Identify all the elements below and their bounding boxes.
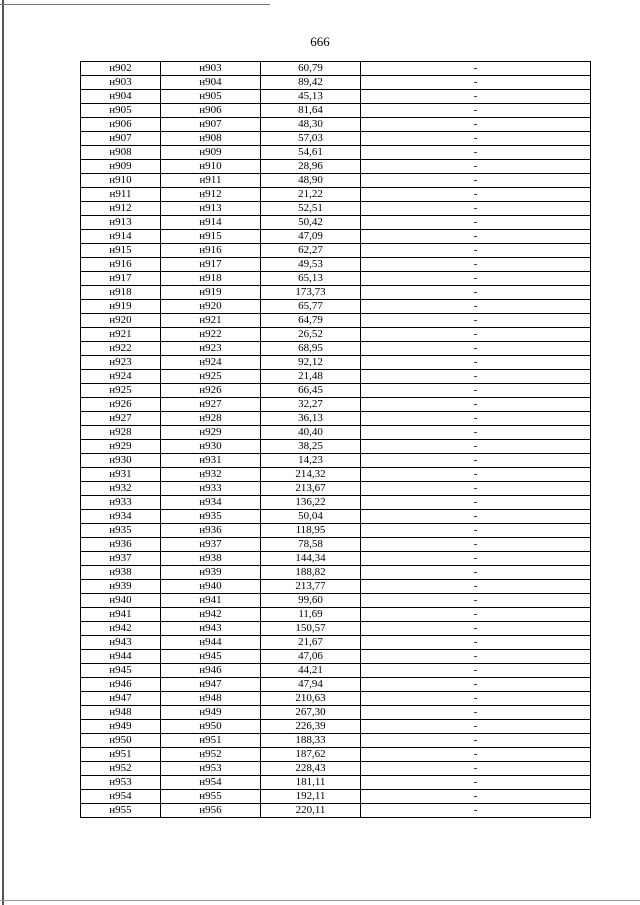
note-cell: - — [361, 692, 591, 706]
to-point-cell: н943 — [161, 622, 261, 636]
to-point-cell: н908 — [161, 132, 261, 146]
note-cell: - — [361, 804, 591, 818]
length-cell: 60,79 — [261, 62, 361, 76]
table-row — [81, 636, 591, 650]
to-point-cell: н904 — [161, 76, 261, 90]
to-point-cell: н952 — [161, 748, 261, 762]
note-cell: - — [361, 356, 591, 370]
from-point-cell: н935 — [81, 524, 161, 538]
from-point-cell: н907 — [81, 132, 161, 146]
to-point-cell: н920 — [161, 300, 261, 314]
table-row — [81, 118, 591, 132]
note-cell: - — [361, 272, 591, 286]
note-cell: - — [361, 300, 591, 314]
from-point-cell: н942 — [81, 622, 161, 636]
table-row — [81, 76, 591, 90]
to-point-cell: н940 — [161, 580, 261, 594]
table-row — [81, 286, 591, 300]
to-point-cell: н918 — [161, 272, 261, 286]
note-cell: - — [361, 510, 591, 524]
length-cell: 50,42 — [261, 216, 361, 230]
length-cell: 28,96 — [261, 160, 361, 174]
to-point-cell: н946 — [161, 664, 261, 678]
length-cell: 173,73 — [261, 286, 361, 300]
length-cell: 14,23 — [261, 454, 361, 468]
table-row — [81, 482, 591, 496]
table-row — [81, 188, 591, 202]
length-cell: 136,22 — [261, 496, 361, 510]
to-point-cell: н903 — [161, 62, 261, 76]
to-point-cell: н938 — [161, 552, 261, 566]
note-cell: - — [361, 678, 591, 692]
from-point-cell: н943 — [81, 636, 161, 650]
from-point-cell: н918 — [81, 286, 161, 300]
from-point-cell: н944 — [81, 650, 161, 664]
from-point-cell: н923 — [81, 356, 161, 370]
to-point-cell: н941 — [161, 594, 261, 608]
table-row — [81, 622, 591, 636]
to-point-cell: н913 — [161, 202, 261, 216]
table-row — [81, 804, 591, 818]
table-row — [81, 650, 591, 664]
from-point-cell: н919 — [81, 300, 161, 314]
from-point-cell: н924 — [81, 370, 161, 384]
note-cell: - — [361, 524, 591, 538]
to-point-cell: н923 — [161, 342, 261, 356]
table-row — [81, 678, 591, 692]
length-cell: 181,11 — [261, 776, 361, 790]
note-cell: - — [361, 622, 591, 636]
note-cell: - — [361, 496, 591, 510]
to-point-cell: н939 — [161, 566, 261, 580]
to-point-cell: н956 — [161, 804, 261, 818]
page-number: 666 — [310, 34, 330, 49]
from-point-cell: н926 — [81, 398, 161, 412]
table-row — [81, 608, 591, 622]
table-row — [81, 664, 591, 678]
table-row — [81, 62, 591, 76]
to-point-cell: н932 — [161, 468, 261, 482]
length-cell: 188,82 — [261, 566, 361, 580]
note-cell: - — [361, 412, 591, 426]
page-edge-line — [2, 0, 4, 905]
length-cell: 47,94 — [261, 678, 361, 692]
from-point-cell: н947 — [81, 692, 161, 706]
table-row — [81, 468, 591, 482]
note-cell: - — [361, 454, 591, 468]
from-point-cell: н950 — [81, 734, 161, 748]
length-cell: 26,52 — [261, 328, 361, 342]
table-row — [81, 328, 591, 342]
table-body — [81, 62, 591, 818]
from-point-cell: н932 — [81, 482, 161, 496]
table-row — [81, 748, 591, 762]
to-point-cell: н947 — [161, 678, 261, 692]
table-row — [81, 202, 591, 216]
length-cell: 226,39 — [261, 720, 361, 734]
to-point-cell: н945 — [161, 650, 261, 664]
from-point-cell: н937 — [81, 552, 161, 566]
to-point-cell: н953 — [161, 762, 261, 776]
to-point-cell: н907 — [161, 118, 261, 132]
to-point-cell: н931 — [161, 454, 261, 468]
length-cell: 64,79 — [261, 314, 361, 328]
note-cell: - — [361, 440, 591, 454]
from-point-cell: н946 — [81, 678, 161, 692]
length-cell: 21,22 — [261, 188, 361, 202]
note-cell: - — [361, 174, 591, 188]
to-point-cell: н937 — [161, 538, 261, 552]
to-point-cell: н950 — [161, 720, 261, 734]
from-point-cell: н951 — [81, 748, 161, 762]
from-point-cell: н913 — [81, 216, 161, 230]
length-cell: 66,45 — [261, 384, 361, 398]
from-point-cell: н934 — [81, 510, 161, 524]
length-cell: 21,48 — [261, 370, 361, 384]
table-row — [81, 216, 591, 230]
from-point-cell: н908 — [81, 146, 161, 160]
from-point-cell: н921 — [81, 328, 161, 342]
from-point-cell: н933 — [81, 496, 161, 510]
length-cell: 50,04 — [261, 510, 361, 524]
note-cell: - — [361, 776, 591, 790]
note-cell: - — [361, 706, 591, 720]
length-cell: 187,62 — [261, 748, 361, 762]
from-point-cell: н922 — [81, 342, 161, 356]
from-point-cell: н948 — [81, 706, 161, 720]
from-point-cell: н905 — [81, 104, 161, 118]
to-point-cell: н928 — [161, 412, 261, 426]
from-point-cell: н909 — [81, 160, 161, 174]
length-cell: 40,40 — [261, 426, 361, 440]
length-cell: 78,58 — [261, 538, 361, 552]
length-cell: 62,27 — [261, 244, 361, 258]
from-point-cell: н903 — [81, 76, 161, 90]
length-cell: 228,43 — [261, 762, 361, 776]
from-point-cell: н929 — [81, 440, 161, 454]
table-row — [81, 692, 591, 706]
table-row — [81, 174, 591, 188]
from-point-cell: н912 — [81, 202, 161, 216]
to-point-cell: н916 — [161, 244, 261, 258]
length-cell: 118,95 — [261, 524, 361, 538]
to-point-cell: н933 — [161, 482, 261, 496]
to-point-cell: н914 — [161, 216, 261, 230]
table-row — [81, 342, 591, 356]
from-point-cell: н931 — [81, 468, 161, 482]
to-point-cell: н921 — [161, 314, 261, 328]
to-point-cell: н919 — [161, 286, 261, 300]
table-row — [81, 524, 591, 538]
to-point-cell: н930 — [161, 440, 261, 454]
note-cell: - — [361, 160, 591, 174]
table-row — [81, 258, 591, 272]
table-row — [81, 510, 591, 524]
length-cell: 44,21 — [261, 664, 361, 678]
table-row — [81, 230, 591, 244]
note-cell: - — [361, 132, 591, 146]
length-cell: 210,63 — [261, 692, 361, 706]
from-point-cell: н910 — [81, 174, 161, 188]
to-point-cell: н911 — [161, 174, 261, 188]
note-cell: - — [361, 762, 591, 776]
note-cell: - — [361, 370, 591, 384]
length-cell: 192,11 — [261, 790, 361, 804]
table-row — [81, 720, 591, 734]
from-point-cell: н955 — [81, 804, 161, 818]
table-row — [81, 790, 591, 804]
from-point-cell: н928 — [81, 426, 161, 440]
note-cell: - — [361, 216, 591, 230]
table-row — [81, 104, 591, 118]
coordinates-table — [80, 61, 591, 818]
length-cell: 65,13 — [261, 272, 361, 286]
to-point-cell: н915 — [161, 230, 261, 244]
length-cell: 21,67 — [261, 636, 361, 650]
from-point-cell: н945 — [81, 664, 161, 678]
table-row — [81, 426, 591, 440]
to-point-cell: н935 — [161, 510, 261, 524]
from-point-cell: н927 — [81, 412, 161, 426]
length-cell: 81,64 — [261, 104, 361, 118]
note-cell: - — [361, 202, 591, 216]
length-cell: 38,25 — [261, 440, 361, 454]
note-cell: - — [361, 342, 591, 356]
to-point-cell: н951 — [161, 734, 261, 748]
length-cell: 68,95 — [261, 342, 361, 356]
length-cell: 54,61 — [261, 146, 361, 160]
length-cell: 213,77 — [261, 580, 361, 594]
from-point-cell: н940 — [81, 594, 161, 608]
note-cell: - — [361, 62, 591, 76]
length-cell: 92,12 — [261, 356, 361, 370]
note-cell: - — [361, 146, 591, 160]
table-row — [81, 538, 591, 552]
from-point-cell: н925 — [81, 384, 161, 398]
to-point-cell: н929 — [161, 426, 261, 440]
length-cell: 32,27 — [261, 398, 361, 412]
note-cell: - — [361, 482, 591, 496]
table-row — [81, 552, 591, 566]
table-row — [81, 398, 591, 412]
length-cell: 188,33 — [261, 734, 361, 748]
to-point-cell: н954 — [161, 776, 261, 790]
note-cell: - — [361, 76, 591, 90]
length-cell: 57,03 — [261, 132, 361, 146]
from-point-cell: н902 — [81, 62, 161, 76]
note-cell: - — [361, 328, 591, 342]
to-point-cell: н948 — [161, 692, 261, 706]
table-row — [81, 356, 591, 370]
note-cell: - — [361, 188, 591, 202]
from-point-cell: н941 — [81, 608, 161, 622]
to-point-cell: н924 — [161, 356, 261, 370]
from-point-cell: н916 — [81, 258, 161, 272]
length-cell: 47,06 — [261, 650, 361, 664]
table-row — [81, 776, 591, 790]
table-row — [81, 496, 591, 510]
to-point-cell: н905 — [161, 90, 261, 104]
note-cell: - — [361, 748, 591, 762]
length-cell: 48,30 — [261, 118, 361, 132]
length-cell: 214,32 — [261, 468, 361, 482]
table-row — [81, 314, 591, 328]
to-point-cell: н925 — [161, 370, 261, 384]
table-row — [81, 412, 591, 426]
page-top-line — [0, 4, 270, 5]
from-point-cell: н917 — [81, 272, 161, 286]
note-cell: - — [361, 426, 591, 440]
page-bottom-line — [0, 900, 640, 901]
to-point-cell: н927 — [161, 398, 261, 412]
to-point-cell: н909 — [161, 146, 261, 160]
to-point-cell: н934 — [161, 496, 261, 510]
note-cell: - — [361, 230, 591, 244]
note-cell: - — [361, 398, 591, 412]
table-row — [81, 272, 591, 286]
from-point-cell: н915 — [81, 244, 161, 258]
table-row — [81, 160, 591, 174]
length-cell: 89,42 — [261, 76, 361, 90]
note-cell: - — [361, 636, 591, 650]
to-point-cell: н936 — [161, 524, 261, 538]
length-cell: 99,60 — [261, 594, 361, 608]
from-point-cell: н952 — [81, 762, 161, 776]
to-point-cell: н917 — [161, 258, 261, 272]
length-cell: 36,13 — [261, 412, 361, 426]
from-point-cell: н930 — [81, 454, 161, 468]
from-point-cell: н906 — [81, 118, 161, 132]
length-cell: 49,53 — [261, 258, 361, 272]
to-point-cell: н944 — [161, 636, 261, 650]
to-point-cell: н922 — [161, 328, 261, 342]
note-cell: - — [361, 118, 591, 132]
to-point-cell: н942 — [161, 608, 261, 622]
note-cell: - — [361, 594, 591, 608]
from-point-cell: н904 — [81, 90, 161, 104]
length-cell: 267,30 — [261, 706, 361, 720]
table-row — [81, 132, 591, 146]
length-cell: 65,77 — [261, 300, 361, 314]
length-cell: 48,90 — [261, 174, 361, 188]
table-row — [81, 146, 591, 160]
note-cell: - — [361, 258, 591, 272]
to-point-cell: н912 — [161, 188, 261, 202]
length-cell: 52,51 — [261, 202, 361, 216]
table-row — [81, 90, 591, 104]
note-cell: - — [361, 790, 591, 804]
from-point-cell: н953 — [81, 776, 161, 790]
to-point-cell: н906 — [161, 104, 261, 118]
note-cell: - — [361, 580, 591, 594]
table-row — [81, 706, 591, 720]
note-cell: - — [361, 286, 591, 300]
note-cell: - — [361, 384, 591, 398]
note-cell: - — [361, 608, 591, 622]
note-cell: - — [361, 650, 591, 664]
from-point-cell: н938 — [81, 566, 161, 580]
note-cell: - — [361, 566, 591, 580]
from-point-cell: н914 — [81, 230, 161, 244]
table-row — [81, 580, 591, 594]
length-cell: 220,11 — [261, 804, 361, 818]
length-cell: 213,67 — [261, 482, 361, 496]
table-row — [81, 762, 591, 776]
note-cell: - — [361, 314, 591, 328]
from-point-cell: н920 — [81, 314, 161, 328]
to-point-cell: н949 — [161, 706, 261, 720]
length-cell: 150,57 — [261, 622, 361, 636]
from-point-cell: н954 — [81, 790, 161, 804]
length-cell: 11,69 — [261, 608, 361, 622]
table-row — [81, 384, 591, 398]
length-cell: 144,34 — [261, 552, 361, 566]
note-cell: - — [361, 552, 591, 566]
to-point-cell: н926 — [161, 384, 261, 398]
to-point-cell: н910 — [161, 160, 261, 174]
table-row — [81, 566, 591, 580]
note-cell: - — [361, 538, 591, 552]
note-cell: - — [361, 468, 591, 482]
from-point-cell: н939 — [81, 580, 161, 594]
length-cell: 47,09 — [261, 230, 361, 244]
note-cell: - — [361, 244, 591, 258]
length-cell: 45,13 — [261, 90, 361, 104]
from-point-cell: н949 — [81, 720, 161, 734]
table-row — [81, 594, 591, 608]
note-cell: - — [361, 104, 591, 118]
from-point-cell: н911 — [81, 188, 161, 202]
note-cell: - — [361, 664, 591, 678]
note-cell: - — [361, 90, 591, 104]
table-row — [81, 734, 591, 748]
from-point-cell: н936 — [81, 538, 161, 552]
note-cell: - — [361, 720, 591, 734]
to-point-cell: н955 — [161, 790, 261, 804]
table-row — [81, 440, 591, 454]
table-row — [81, 300, 591, 314]
table-row — [81, 244, 591, 258]
note-cell: - — [361, 734, 591, 748]
table-row — [81, 370, 591, 384]
table-row — [81, 454, 591, 468]
